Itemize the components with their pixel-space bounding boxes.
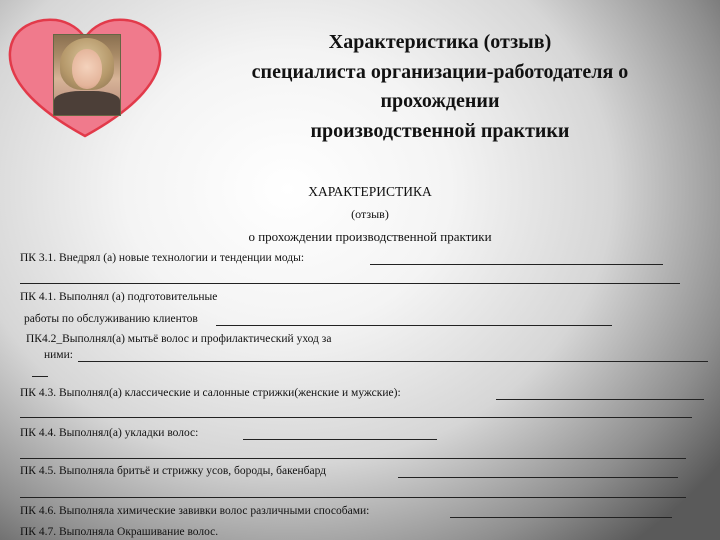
title-line-2: специалиста организации-работодателя о [251, 60, 629, 83]
blank-line [496, 399, 704, 400]
title-line-1: Характеристика (отзыв) [328, 31, 552, 53]
heading-about: о прохождении производственной практики [248, 229, 492, 244]
blank-line [216, 325, 612, 326]
item-pk46: ПК 4.6. Выполняла химические завивки волос различными способами: [20, 505, 370, 517]
item-pk47: ПК 4.7. Выполняла Окрашивание волос. [20, 526, 219, 538]
blank-line [370, 264, 663, 265]
blank-line [20, 283, 680, 284]
blank-line [398, 477, 678, 478]
title-line-4: производственной практики [310, 119, 570, 142]
blank-line [20, 458, 686, 459]
heart-photo-frame [2, 12, 168, 138]
item-pk45: ПК 4.5. Выполняла бритьё и стрижку усов, бороды, бакенбард [20, 465, 327, 477]
item-pk31: ПК 3.1. Внедрял (а) новые технологии и тенденции моды: [20, 252, 305, 264]
heading-main: ХАРАКТЕРИСТИКА [308, 184, 432, 199]
blank-line [20, 497, 686, 498]
title-line-3: прохождении [380, 90, 500, 112]
item-pk41-cont: работы по обслуживанию клиентов [24, 313, 198, 325]
page-title [190, 28, 690, 146]
blank-line [78, 361, 708, 362]
portrait-photo [53, 34, 121, 116]
item-pk42-cont: ними: [44, 349, 73, 361]
blank-line [32, 376, 48, 377]
blank-line [20, 417, 692, 418]
heading-sub: (отзыв) [351, 207, 389, 221]
blank-line [450, 517, 672, 518]
item-pk44: ПК 4.4. Выполнял(а) укладки волос: [20, 427, 199, 439]
item-pk43: ПК 4.3. Выполнял(а) классические и салонные стрижки(женские и мужские): [20, 387, 401, 399]
blank-line [243, 439, 437, 440]
item-pk41: ПК 4.1. Выполнял (а) подготовительные [20, 291, 218, 303]
item-pk42: ПК4.2_Выполнял(а) мытьё волос и профилактический уход за [26, 333, 332, 345]
